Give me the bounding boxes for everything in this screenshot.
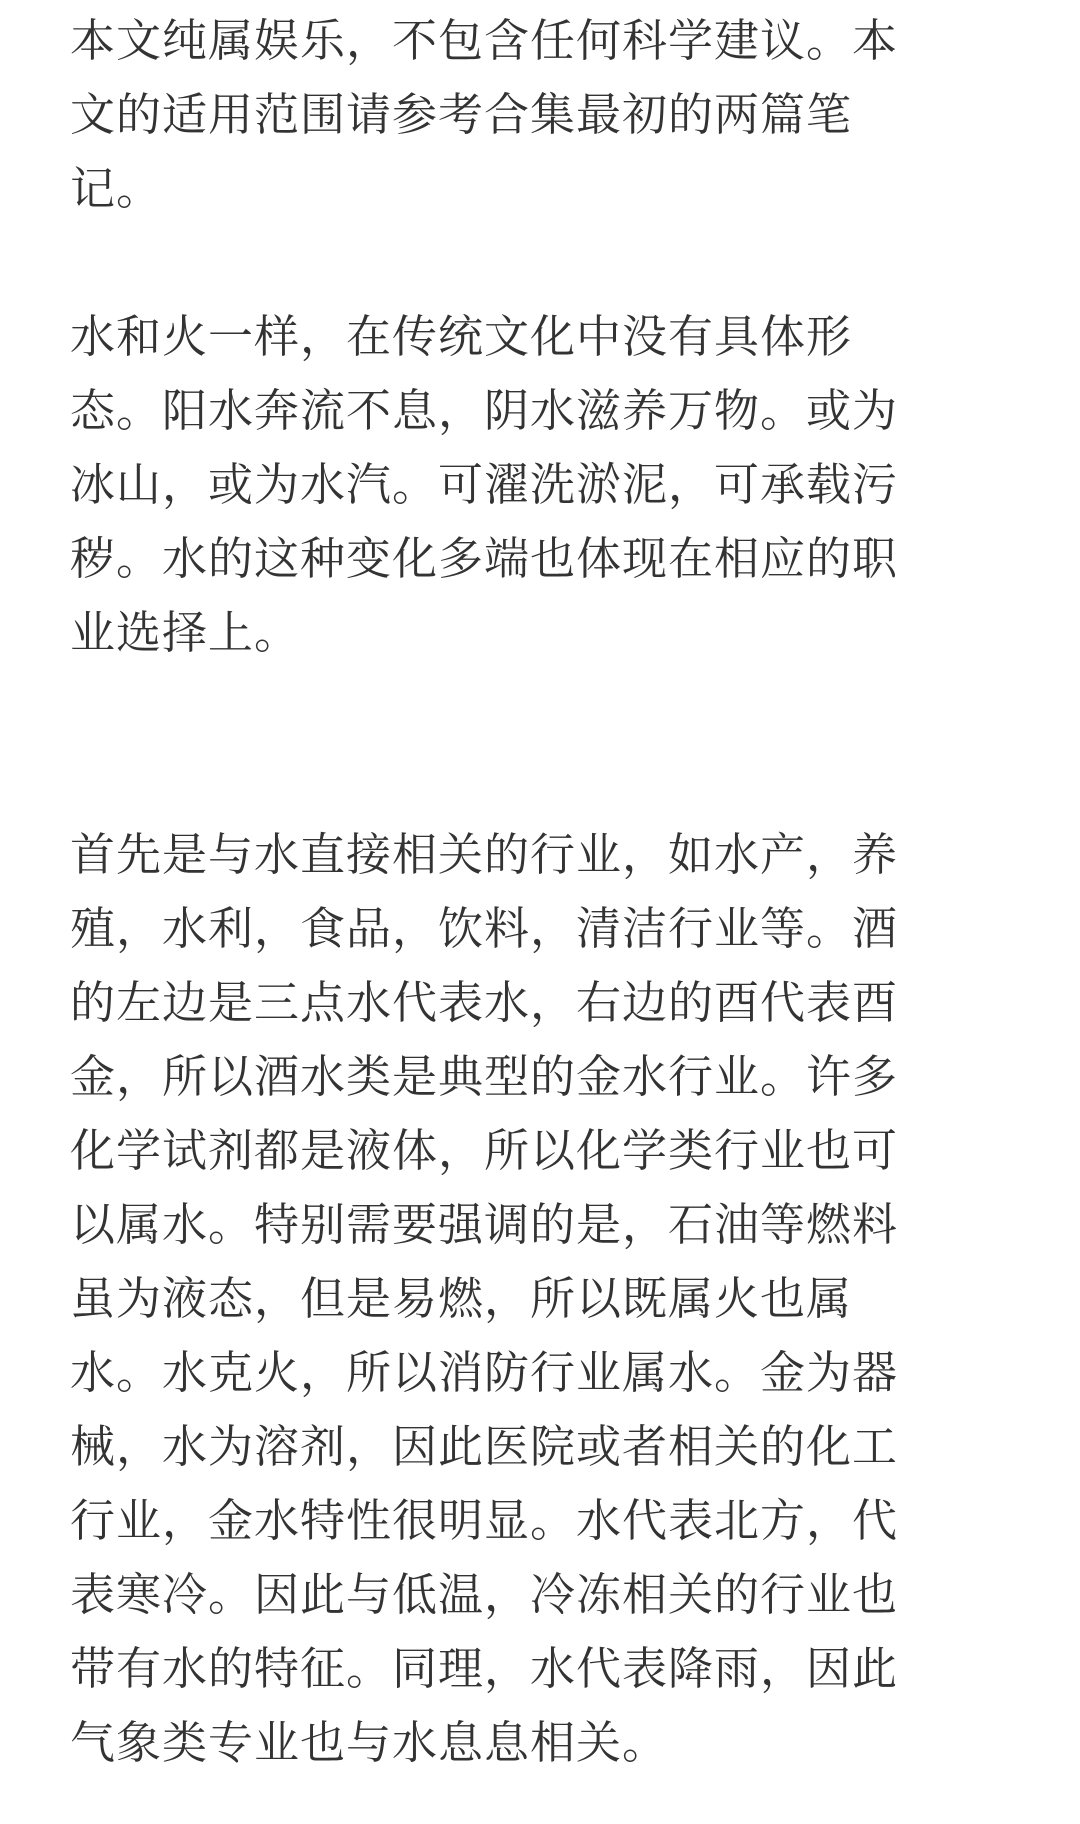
text-line: 金，所以酒水类是典型的金水行业。许多 [70, 1050, 899, 1103]
text-line: 本文纯属娱乐，不包含任何科学建议。本 [70, 14, 899, 67]
text-line: 水。水克火，所以消防行业属水。金为器 [70, 1346, 899, 1399]
paragraph-intro [70, 300, 970, 670]
text-line: 行业，金水特性很明显。水代表北方，代 [70, 1494, 899, 1547]
text-line: 态。阳水奔流不息，阴水滋养万物。或为 [70, 384, 899, 437]
paragraph-disclaimer [70, 4, 970, 226]
paragraph-industries [70, 818, 970, 1780]
text-line: 表寒冷。因此与低温，冷冻相关的行业也 [70, 1568, 899, 1621]
text-line: 首先是与水直接相关的行业，如水产，养 [70, 828, 899, 881]
text-line: 的左边是三点水代表水，右边的酉代表酉 [70, 976, 899, 1029]
text-line: 殖，水利，食品，饮料，清洁行业等。酒 [70, 902, 899, 955]
text-line: 带有水的特征。同理，水代表降雨，因此 [70, 1642, 899, 1695]
article-body [70, 0, 970, 1780]
text-line: 水和火一样，在传统文化中没有具体形 [70, 310, 853, 363]
text-line: 业选择上。 [70, 606, 301, 659]
text-line: 秽。水的这种变化多端也体现在相应的职 [70, 532, 899, 585]
text-line: 记。 [70, 162, 163, 215]
text-line: 冰山，或为水汽。可濯洗淤泥，可承载污 [70, 458, 899, 511]
text-line: 文的适用范围请参考合集最初的两篇笔 [70, 88, 853, 141]
text-line: 气象类专业也与水息息相关。 [70, 1716, 669, 1769]
text-line: 以属水。特别需要强调的是，石油等燃料 [70, 1198, 899, 1251]
text-line: 化学试剂都是液体，所以化学类行业也可 [70, 1124, 899, 1177]
text-line: 械，水为溶剂，因此医院或者相关的化工 [70, 1420, 899, 1473]
text-line: 虽为液态，但是易燃，所以既属火也属 [70, 1272, 853, 1325]
